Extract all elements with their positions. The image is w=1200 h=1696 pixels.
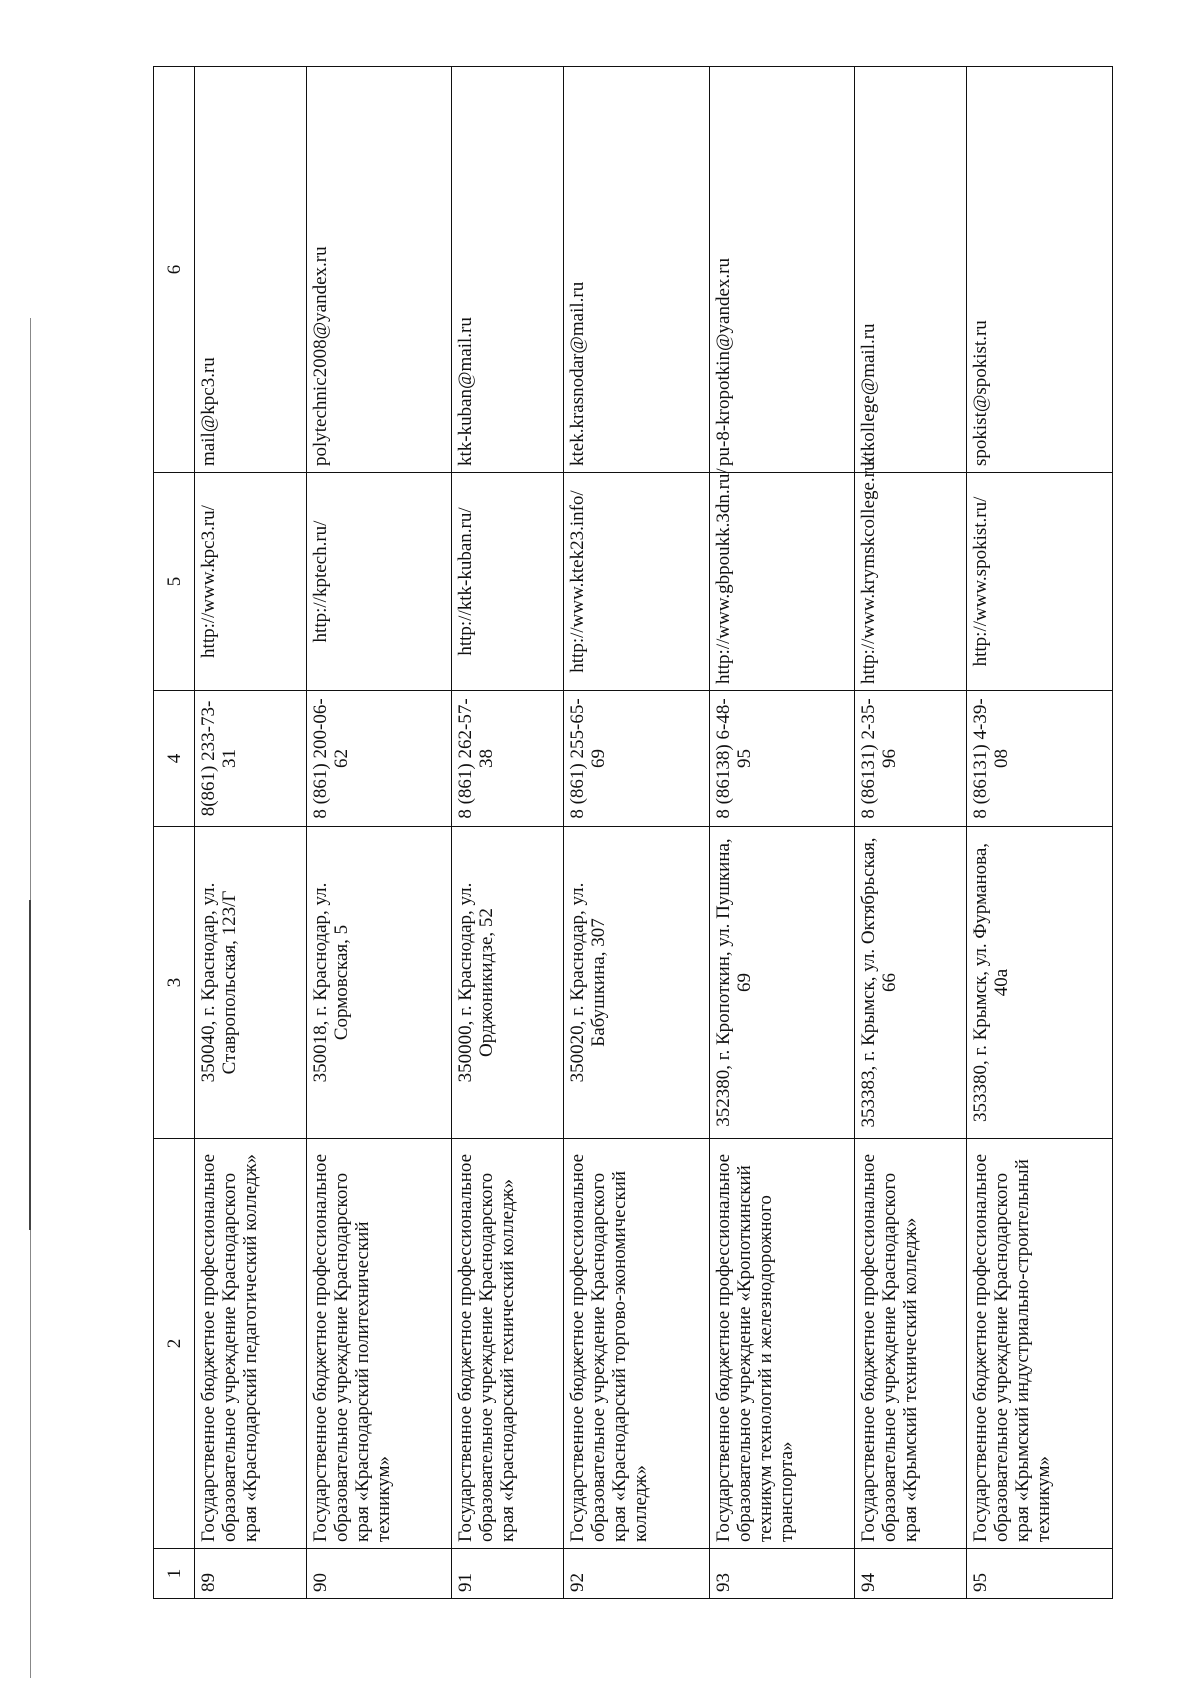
website-link[interactable]: http://www.krymskcollege.ru/ (855, 473, 967, 691)
address: 353383, г. Крымск, ул. Октябрьская, 66 (855, 827, 967, 1139)
address: 350020, г. Краснодар, ул. Бабушкина, 307 (564, 827, 710, 1139)
scan-edge-line-dark (29, 900, 31, 1230)
email-link[interactable]: mail@kpc3.ru (195, 67, 307, 473)
row-number: 90 (306, 1549, 452, 1599)
rotated-table-container (153, 67, 1113, 1599)
header-col-2: 2 (154, 1139, 195, 1549)
table-row (709, 67, 855, 1599)
header-col-4: 4 (154, 691, 195, 827)
row-number: 89 (195, 1549, 307, 1599)
email-link[interactable]: ktek.krasnodar@mail.ru (564, 67, 710, 473)
institution-name: Государственное бюджетное профессиональное образовательное учреждение Краснодарского края «Крымский индустриально-строительный техникум» (967, 1139, 1113, 1549)
row-number: 95 (967, 1549, 1113, 1599)
institution-name: Государственное бюджетное профессиональное образовательное учреждение Краснодарского края «Краснодарский торгово-экономический колледж» (564, 1139, 710, 1549)
website-link[interactable]: http://www.spokist.ru/ (967, 473, 1113, 691)
website-link[interactable]: http://kptech.ru/ (306, 473, 452, 691)
table-row (452, 67, 564, 1599)
header-col-3: 3 (154, 827, 195, 1139)
address: 353380, г. Крымск, ул. Фурманова, 40а (967, 827, 1113, 1139)
table-row (855, 67, 967, 1599)
phone: 8 (86138) 6-48-95 (709, 691, 855, 827)
phone: 8 (861) 200-06-62 (306, 691, 452, 827)
email-link[interactable]: spokist@spokist.ru (967, 67, 1113, 473)
institution-name: Государственное бюджетное профессиональное образовательное учреждение Краснодарского края «Краснодарский технический колледж» (452, 1139, 564, 1549)
table-row (195, 67, 307, 1599)
address: 350018, г. Краснодар, ул. Сормовская, 5 (306, 827, 452, 1139)
header-row (154, 67, 195, 1599)
row-number: 93 (709, 1549, 855, 1599)
email-link[interactable]: ktkollege@mail.ru (855, 67, 967, 473)
website-link[interactable]: http://www.gbpoukk.3dn.ru/ (709, 473, 855, 691)
phone: 8 (861) 255-65-69 (564, 691, 710, 827)
address: 350000, г. Краснодар, ул. Орджоникидзе, 52 (452, 827, 564, 1139)
email-link[interactable]: pu-8-kropotkin@yandex.ru (709, 67, 855, 473)
email-link[interactable]: ktk-kuban@mail.ru (452, 67, 564, 473)
institution-name: Государственное бюджетное профессиональное образовательное учреждение Краснодарского края «Крымский технический колледж» (855, 1139, 967, 1549)
header-col-6: 6 (154, 67, 195, 473)
phone: 8 (861) 262-57-38 (452, 691, 564, 827)
row-number: 91 (452, 1549, 564, 1599)
header-col-1: 1 (154, 1549, 195, 1599)
institution-name: Государственное бюджетное профессиональное образовательное учреждение Краснодарского края «Краснодарский политехнический техникум» (306, 1139, 452, 1549)
table-row (967, 67, 1113, 1599)
phone: 8 (86131) 4-39-08 (967, 691, 1113, 827)
phone: 8 (86131) 2-35-96 (855, 691, 967, 827)
institution-name: Государственное бюджетное профессиональное образовательное учреждение Краснодарского края «Краснодарский педагогический колледж» (195, 1139, 307, 1549)
website-link[interactable]: http://ktk-kuban.ru/ (452, 473, 564, 691)
header-col-5: 5 (154, 473, 195, 691)
phone: 8(861) 233-73-31 (195, 691, 307, 827)
table-row (306, 67, 452, 1599)
address: 350040, г. Краснодар, ул. Ставропольская, 123/Г (195, 827, 307, 1139)
institution-name: Государственное бюджетное профессиональное образовательное учреждение «Кропоткинский техникум технологий и железнодорожного транспорта» (709, 1139, 855, 1549)
row-number: 92 (564, 1549, 710, 1599)
table-row (564, 67, 710, 1599)
email-link[interactable]: polytechnic2008@yandex.ru (306, 67, 452, 473)
colleges-table (153, 66, 1113, 1599)
website-link[interactable]: http://www.kpc3.ru/ (195, 473, 307, 691)
address: 352380, г. Кропоткин, ул. Пушкина, 69 (709, 827, 855, 1139)
website-link[interactable]: http://www.ktek23.info/ (564, 473, 710, 691)
row-number: 94 (855, 1549, 967, 1599)
